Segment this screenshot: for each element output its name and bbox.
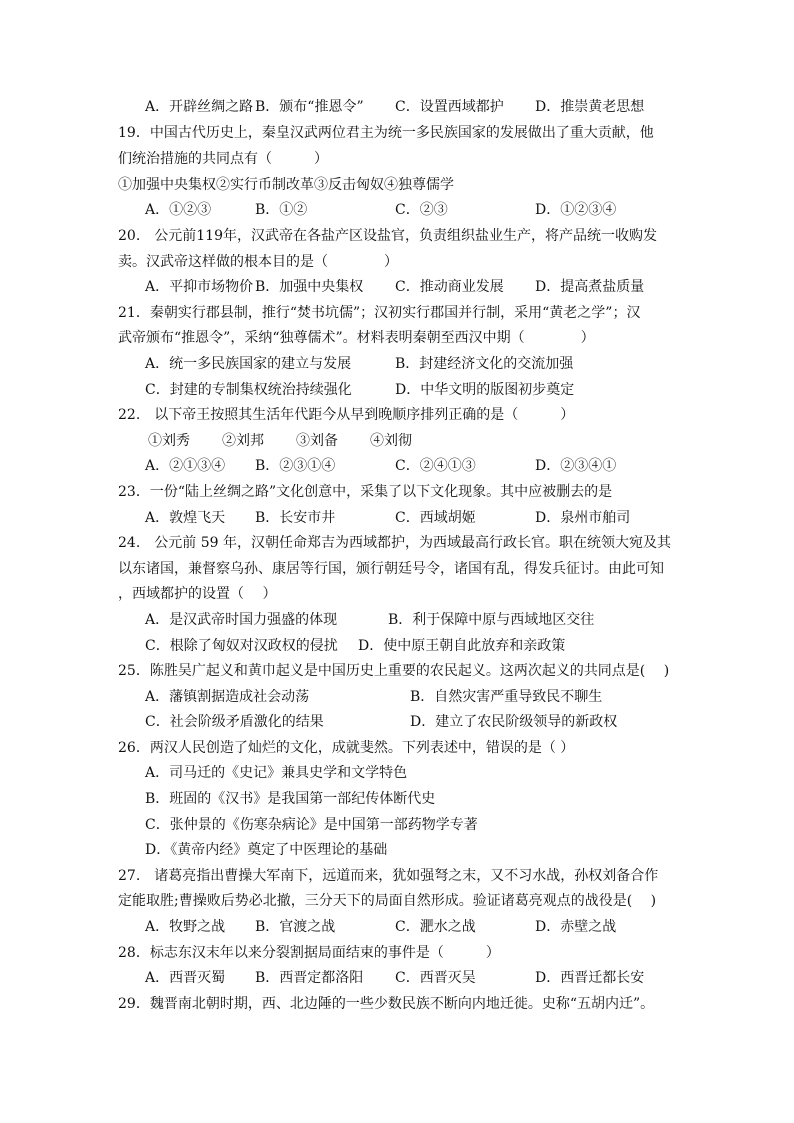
q22-options [0,453,794,479]
q26-option-a-row [0,760,794,786]
q28-stem: 28．标志东汉末年以来分裂割据局面结束的事件是（ ） [118,945,500,961]
q20-option-a[interactable]: A．平抑市场物价 [145,279,254,295]
q19-options [0,197,794,223]
q25-option-d[interactable]: D．建立了农民阶级领导的新政权 [410,714,618,730]
q23-option-b[interactable]: B．长安市井 [255,510,336,526]
q20-options [0,274,794,300]
q19-items: ①加强中央集权②实行币制改革③反击匈奴④独尊儒学 [118,177,454,193]
q22-items: ①刘秀 ②刘邦 ③刘备 ④刘彻 [148,433,412,449]
q21-option-a[interactable]: A．统一多民族国家的建立与发展 [145,356,352,372]
q29-stem: 29．魏晋南北朝时期，西、北边陲的一些少数民族不断向内地迁徙。史称“五胡内迁”。 [118,996,655,1012]
q27-option-d[interactable]: D．赤壁之战 [535,919,617,935]
q19-option-a[interactable]: A．①②③ [145,202,212,218]
q28-option-c[interactable]: C．西晋灭吴 [395,970,476,986]
q18-option-c[interactable]: C．设置西域都护 [395,99,504,115]
q28-options [0,965,794,991]
q27-stem-line2: 定能取胜;曹操败后势必北撤，三分天下的局面自然形成。验证诸葛亮观点的战役是( ) [118,893,657,909]
q24-options-row1 [0,607,794,633]
q19-option-b[interactable]: B．①② [255,202,308,218]
q21-options-row1 [0,351,794,377]
q28-option-d[interactable]: D．西晋迁都长安 [535,970,645,986]
q25-options-row2 [0,709,794,735]
q25-option-c[interactable]: C．社会阶级矛盾激化的结果 [145,714,324,730]
q18-option-d[interactable]: D．推崇黄老思想 [535,99,645,115]
q21-option-d[interactable]: D．中华文明的版图初步奠定 [395,382,575,398]
q22-option-a[interactable]: A．②①③④ [145,458,226,474]
q26-option-c[interactable]: C．张仲景的《伤寒杂病论》是中国第一部药物学专著 [145,817,478,833]
q21-stem-line1: 21．秦朝实行郡县制，推行“焚书坑儒”；汉初实行郡国并行制，采用“黄老之学”；汉 [118,305,641,321]
q20-stem-line1: 20. 公元前119年，汉武帝在各盐产区设盐官，负责组织盐业生产，将产品统一收购发 [118,228,657,244]
q18-options [0,94,794,120]
q19-option-d[interactable]: D．①②③④ [535,202,617,218]
q25-option-b[interactable]: B．自然灾害严重导致民不聊生 [410,689,603,705]
q20-option-c[interactable]: C．推动商业发展 [395,279,504,295]
q23-option-a[interactable]: A．敦煌飞天 [145,510,226,526]
q25-options-row1 [0,684,794,710]
q26-option-b-row [0,786,794,812]
q28-option-b[interactable]: B．西晋定都洛阳 [255,970,364,986]
q27-option-b[interactable]: B．官渡之战 [255,919,336,935]
q24-options-row2 [0,633,794,659]
q25-stem: 25．陈胜吴广起义和黄巾起义是中国历史上重要的农民起义。这两次起义的共同点是( ) [118,663,670,679]
q26-option-c-row [0,812,794,838]
q28-option-a[interactable]: A．西晋灭蜀 [145,970,226,986]
q24-option-b[interactable]: B．利于保障中原与西域地区交往 [388,612,595,628]
q23-option-c[interactable]: C．西域胡姬 [395,510,476,526]
q19-stem-line1: 19．中国古代历史上，秦皇汉武两位君主为统一多民族国家的发展做出了重大贡献，他 [118,125,654,141]
q18-option-a[interactable]: A．开辟丝绸之路 [145,99,254,115]
q22-stem: 22. 以下帝王按照其生活年代距今从早到晚顺序排列正确的是（ ） [118,407,575,423]
q27-stem-line1: 27. 诸葛亮指出曹操大军南下，远道而来，犹如强弩之末，又不习水战，孙权刘备合作 [118,868,659,884]
q22-option-b[interactable]: B．②③①④ [255,458,336,474]
q24-option-c[interactable]: C．根除了匈奴对汉政权的侵扰 [145,638,338,654]
q24-stem-line3: ，西域都护的设置（ ） [118,586,277,602]
q26-option-d[interactable]: D．《黄帝内经》奠定了中医理论的基础 [145,842,388,858]
q27-options [0,914,794,940]
q27-option-c[interactable]: C．淝水之战 [395,919,476,935]
q20-option-d[interactable]: D．提高煮盐质量 [535,279,645,295]
q26-option-d-row [0,837,794,863]
q22-option-d[interactable]: D．②③④① [535,458,617,474]
q25-option-a[interactable]: A．藩镇割据造成社会动荡 [145,689,310,705]
q21-options-row2 [0,377,794,403]
q20-stem-line2: 卖。汉武帝这样做的根本目的是（ ） [118,254,398,270]
q23-options [0,505,794,531]
q26-option-b[interactable]: B．班固的《汉书》是我国第一部纪传体断代史 [145,791,436,807]
q23-stem: 23．一份“陆上丝绸之路”文化创意中，采集了以下文化现象。其中应被删去的是 [118,484,613,500]
q26-option-a[interactable]: A．司马迁的《史记》兼具史学和文学特色 [145,765,408,781]
q22-option-c[interactable]: C．②④①③ [395,458,476,474]
q19-stem-line2: 们统治措施的共同点有（ ） [118,151,328,167]
q23-option-d[interactable]: D．泉州市舶司 [535,510,631,526]
q24-stem-line1: 24. 公元前 59 年，汉朝任命郑吉为西域都护，为西域最高行政长官。职在统领大宛及其 [118,535,671,551]
q26-stem: 26．两汉人民创造了灿烂的文化，成就斐然。下列表述中，错误的是（ ） [118,740,575,756]
q24-option-d[interactable]: D．使中原王朝自此放弃和亲政策 [358,638,566,654]
q21-option-c[interactable]: C．封建的专制集权统治持续强化 [145,382,352,398]
q19-option-c[interactable]: C．②③ [395,202,448,218]
q27-option-a[interactable]: A．牧野之战 [145,919,226,935]
q24-option-a[interactable]: A．是汉武帝时国力强盛的体现 [145,612,338,628]
q18-option-b[interactable]: B．颁布“推恩令” [255,99,364,115]
q24-stem-line2: 以东诸国，兼督察乌孙、康居等行国，颁行朝廷号令，诸国有乱，得发兵征讨。由此可知 [118,561,664,577]
q21-option-b[interactable]: B．封建经济文化的交流加强 [395,356,574,372]
q21-stem-line2: 武帝颁布“推恩令”，采纳“独尊儒术”。材料表明秦朝至西汉中期（ ） [118,330,595,346]
q20-option-b[interactable]: B．加强中央集权 [255,279,364,295]
